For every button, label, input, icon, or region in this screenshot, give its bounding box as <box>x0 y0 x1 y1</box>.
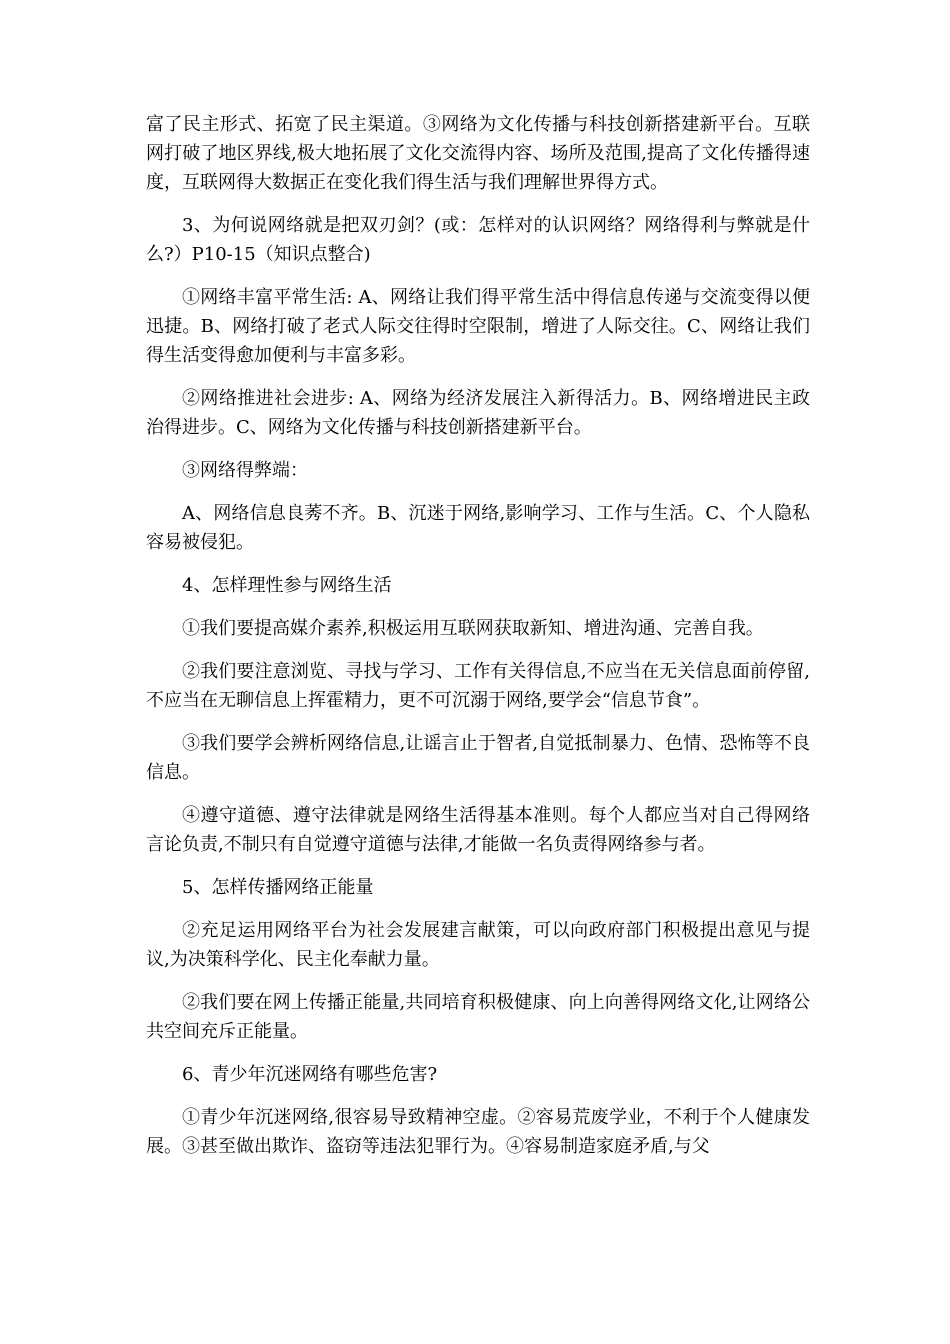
question-4-heading: 4、怎样理性参与网络生活 <box>182 575 392 596</box>
question-6-heading: 6、青少年沉迷网络有哪些危害? <box>182 1064 438 1085</box>
paragraph-discern-information: ③我们要学会辨析网络信息,让谣言止于智者,自觉抵制暴力、色情、恐怖等不良信息。 <box>146 733 810 783</box>
paragraph-positive-energy: ②我们要在网上传播正能量,共同培育积极健康、向上向善得网络文化,让网络公共空间充斥正能量。 <box>146 992 810 1042</box>
paragraph-suggestions: ②充足运用网络平台为社会发展建言献策，可以向政府部门积极提出意见与提议,为决策科学化、民主化奉献力量。 <box>146 920 810 970</box>
paragraph-network-drawbacks: A、网络信息良莠不齐。B、沉迷于网络,影响学习、工作与生活。C、个人隐私容易被侵犯。 <box>146 503 810 553</box>
paragraph-addiction-harms: ①青少年沉迷网络,很容易导致精神空虚。②容易荒废学业，不利于个人健康发展。③甚至做出欺诈、盗窃等违法犯罪行为。④容易制造家庭矛盾,与父 <box>146 1107 810 1157</box>
document-page <box>146 110 810 1175</box>
paragraph-network-drawbacks-heading: ③网络得弊端： <box>182 460 308 481</box>
question-5-heading: 5、怎样传播网络正能量 <box>182 877 374 898</box>
paragraph-morality-law: ④遵守道德、遵守法律就是网络生活得基本准则。每个人都应当对自己得网络言论负责,不制只有自觉遵守道德与法律,才能做一名负责得网络参与者。 <box>146 805 810 855</box>
paragraph-continuation: 富了民主形式、拓宽了民主渠道。③网络为文化传播与科技创新搭建新平台。互联网打破了地区界线,极大地拓展了文化交流得内容、场所及范围,提高了文化传播得速度，互联网得大数据正在变化我们得生活与我们理解世界得方式。 <box>146 114 810 193</box>
paragraph-information-diet: ②我们要注意浏览、寻找与学习、工作有关得信息,不应当在无关信息面前停留,不应当在无聊信息上挥霍精力，更不可沉溺于网络,要学会“信息节食”。 <box>146 661 810 711</box>
paragraph-network-promotes-progress: ②网络推进社会进步: A、网络为经济发展注入新得活力。B、网络增进民主政治得进步。C、网络为文化传播与科技创新搭建新平台。 <box>146 388 810 438</box>
paragraph-network-enriches-life: ①网络丰富平常生活: A、网络让我们得平常生活中得信息传递与交流变得以便迅捷。B、网络打破了老式人际交往得时空限制，增进了人际交往。C、网络让我们得生活变得愈加便利与丰富多彩。 <box>146 287 810 366</box>
question-3-heading: 3、为何说网络就是把双刃剑？(或：怎样对的认识网络？网络得利与弊就是什么?）P10-15（知识点整合) <box>146 215 810 265</box>
paragraph-media-literacy: ①我们要提高媒介素养,积极运用互联网获取新知、增进沟通、完善自我。 <box>182 618 764 639</box>
